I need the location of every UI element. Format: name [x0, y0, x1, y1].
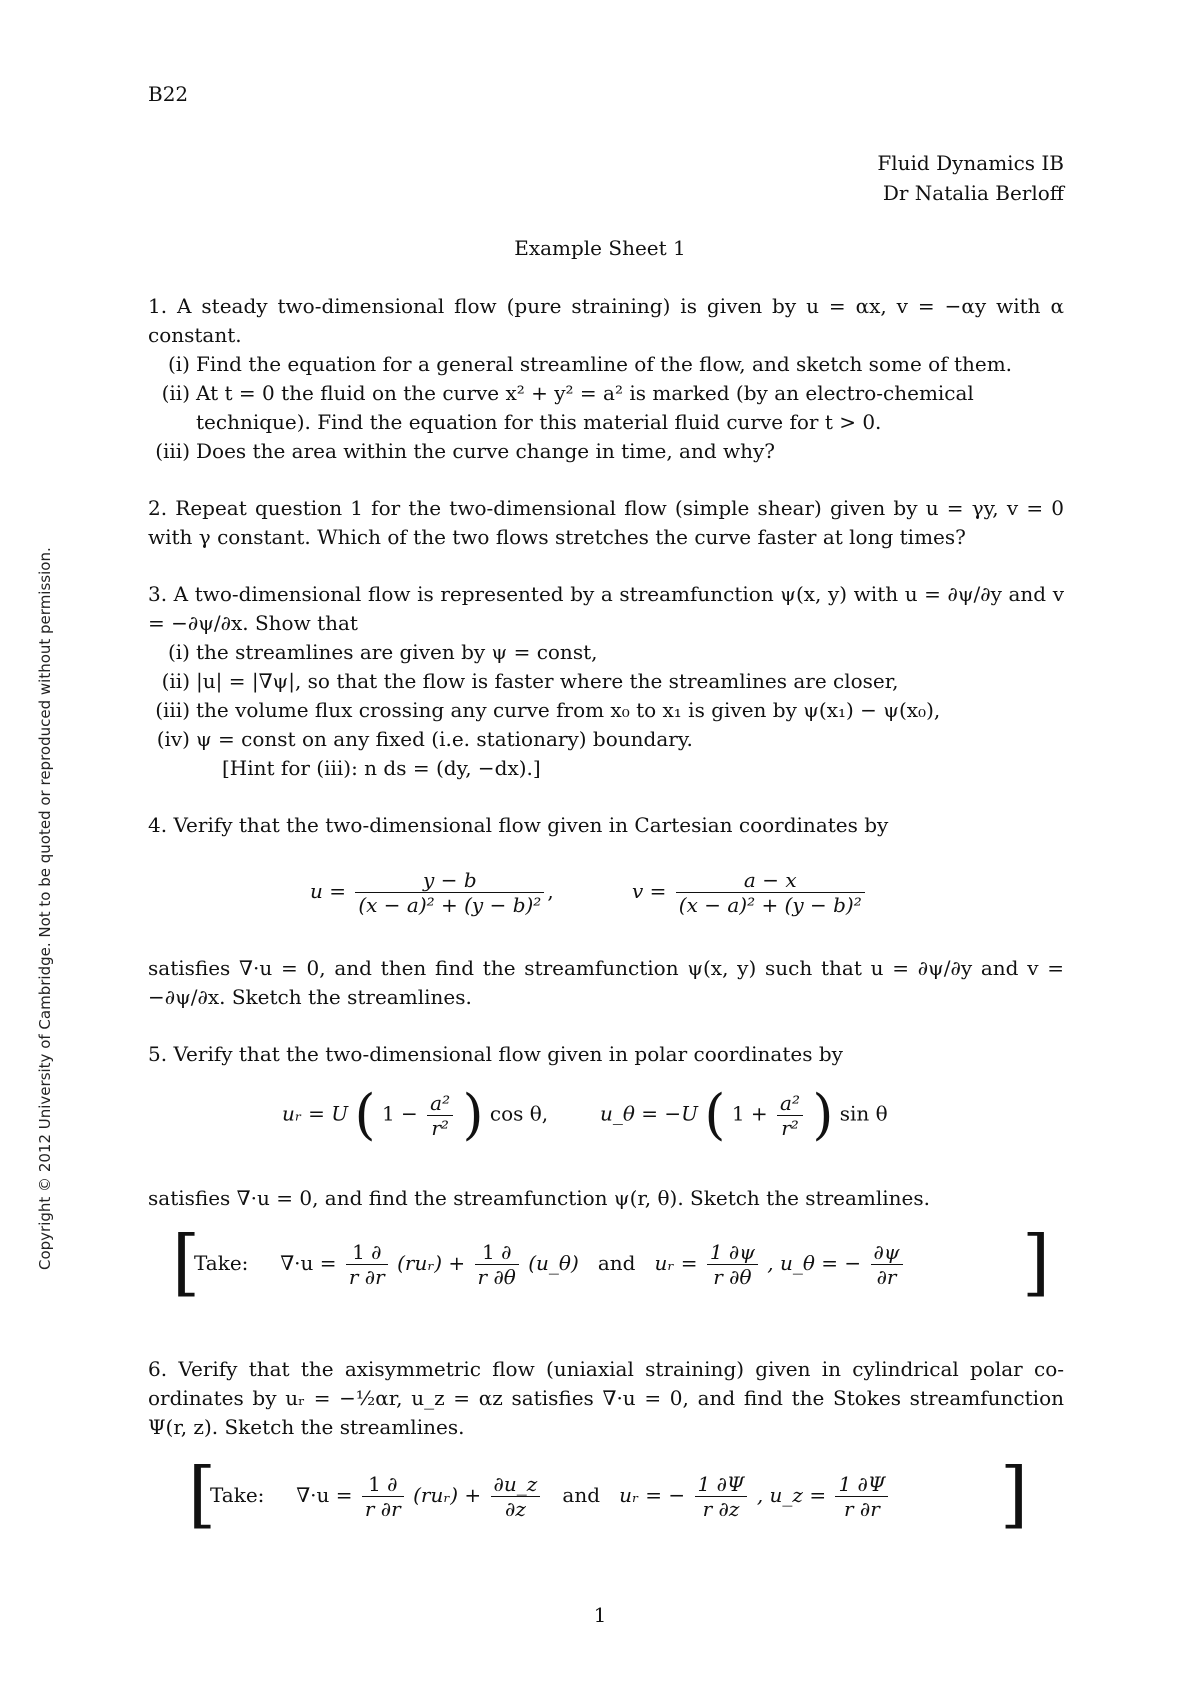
fraction [475, 1240, 519, 1289]
part-label: (iii) [155, 439, 190, 463]
inner-text: 1 + [731, 1101, 768, 1126]
div-lhs: ∇·u = [296, 1483, 353, 1507]
denominator: r ∂θ [707, 1264, 758, 1289]
fraction [346, 1240, 388, 1289]
take-label: Take: [210, 1483, 265, 1507]
denominator: r ∂r [362, 1496, 404, 1521]
term-arg: (u_θ) [528, 1251, 579, 1275]
uz-lhs: , u_z = [756, 1483, 827, 1507]
fraction [777, 1091, 803, 1140]
right-bracket: ] [1022, 1220, 1051, 1304]
denominator: ∂z [491, 1496, 541, 1521]
q5-after: satisfies ∇·u = 0, and find the streamfunction ψ(r, θ). Sketch the streamlines. [148, 1186, 931, 1210]
lecturer-name: Dr Natalia Berloff [882, 181, 1064, 205]
numerator: a² [430, 1090, 451, 1115]
part-label: (i) [167, 640, 190, 664]
part-text: ψ = const on any fixed (i.e. stationary) boundary. [196, 727, 693, 751]
ur-lhs: uᵣ = − [619, 1483, 686, 1507]
numerator: 1 ∂ψ [709, 1240, 755, 1264]
q4-after: satisfies ∇·u = 0, and then find the streamfunction ψ(x, y) such that u = ∂ψ/∂y and v = −∂ψ/∂x. Sketch the streamlines. [148, 956, 1064, 1009]
q4-intro: 4. Verify that the two-dimensional flow given in Cartesian coordinates by [148, 813, 889, 837]
part-text: At t = 0 the fluid on the curve x² + y² = a² is marked (by an electro-chemical technique). Find the equation for this material fluid curve for t > 0. [196, 381, 974, 434]
eq-tail: sin θ [839, 1101, 888, 1126]
take-label: Take: [194, 1251, 249, 1275]
part-text: the streamlines are given by ψ = const, [196, 640, 598, 664]
inner-text: 1 − [381, 1101, 418, 1126]
q4-u-equation: u = $\frac{y - b}{\text{(x − a)² + (y − b)²}}$ , [310, 868, 554, 917]
fraction [427, 1091, 453, 1140]
fraction [362, 1472, 404, 1521]
fraction [871, 1240, 903, 1289]
ut-lhs: , u_θ = − [767, 1251, 862, 1275]
q3-hint: [Hint for (iii): n ds = (dy, −dx).] [222, 756, 541, 780]
q5-intro: 5. Verify that the two-dimensional flow given in polar coordinates by [148, 1042, 843, 1066]
denominator: (x − a)² + (y − b)² [676, 892, 865, 917]
right-paren: ) [462, 1083, 484, 1146]
denominator: r ∂r [835, 1496, 888, 1521]
q6-text: 6. Verify that the axisymmetric flow (uniaxial straining) given in cylindrical polar co-ordinates by uᵣ = −½αr, u_z = αz satisfies ∇·u = 0, and find the Stokes streamfunction Ψ(r, z). Sketch the streamlines. [148, 1357, 1064, 1439]
numerator: a − x [743, 868, 797, 892]
left-bracket: [ [172, 1220, 201, 1304]
eq-lhs: u = [310, 879, 346, 903]
ur-lhs: uᵣ = [654, 1251, 698, 1275]
eq-tail: cos θ, [489, 1101, 549, 1126]
numerator: ∂ψ [873, 1240, 900, 1264]
left-bracket: [ [188, 1452, 217, 1536]
denominator: r² [427, 1115, 453, 1140]
part-label: (iii) [155, 698, 190, 722]
and-word: and [597, 1251, 636, 1275]
eq-lhs: uᵣ = U [282, 1101, 349, 1126]
right-paren: ) [812, 1083, 834, 1146]
course-title: Fluid Dynamics IB [877, 151, 1064, 175]
denominator: ∂r [871, 1264, 903, 1289]
q6-take-formulas [210, 1472, 891, 1521]
part-label: (ii) [161, 381, 190, 405]
part-label: (ii) [161, 669, 190, 693]
and-word: and [562, 1483, 600, 1507]
numerator: 1 ∂ [368, 1472, 398, 1496]
part-text: the volume flux crossing any curve from x₀ to x₁ is given by ψ(x₁) − ψ(x₀), [196, 698, 941, 722]
part-label: (iv) [156, 727, 190, 751]
q1-intro: 1. A steady two-dimensional flow (pure straining) is given by u = αx, v = −αy with α constant. [148, 294, 1064, 347]
fraction [491, 1472, 541, 1521]
fraction [707, 1240, 758, 1289]
numerator: 1 ∂Ψ [697, 1472, 745, 1496]
q4-v-equation [632, 868, 868, 917]
part-text: Find the equation for a general streamline of the flow, and sketch some of them. [196, 352, 1013, 376]
denominator: r ∂θ [475, 1264, 519, 1289]
denominator: r² [777, 1115, 803, 1140]
part-label: (i) [167, 352, 190, 376]
q2-text: 2. Repeat question 1 for the two-dimensional flow (simple shear) given by u = γy, v = 0 with γ constant. Which of the two flows stretches the curve faster at long times? [148, 496, 1064, 549]
course-header [877, 148, 1064, 208]
sheet-title: Example Sheet 1 [514, 236, 686, 260]
numerator: ∂u_z [493, 1472, 538, 1496]
left-paren: ( [354, 1083, 376, 1146]
numerator: 1 ∂ [352, 1240, 382, 1264]
q5-ur-equation [282, 1083, 549, 1146]
term-arg: (ruᵣ) + [397, 1251, 466, 1275]
left-paren: ( [704, 1083, 726, 1146]
denominator: (x − a)² + (y − b)² [355, 892, 544, 917]
q5-utheta-equation [600, 1083, 888, 1146]
term-arg: (ruᵣ) + [413, 1483, 482, 1507]
fraction [355, 868, 544, 917]
denominator: r ∂z [695, 1496, 748, 1521]
eq-lhs: v = [632, 879, 667, 903]
numerator: y − b [423, 868, 477, 892]
eq-lhs: u_θ = −U [600, 1101, 699, 1126]
denominator: r ∂r [346, 1264, 388, 1289]
fraction [676, 868, 865, 917]
q5-take-formulas [194, 1240, 906, 1289]
part-text: |u| = |∇ψ|, so that the flow is faster where the streamlines are closer, [196, 669, 899, 693]
numerator: 1 ∂ [481, 1240, 512, 1264]
numerator: 1 ∂Ψ [838, 1472, 886, 1496]
copyright-notice: Copyright © 2012 University of Cambridge. Not to be quoted or reproduced without permission. [36, 547, 54, 1270]
page-number: 1 [593, 1603, 607, 1627]
part-text: Does the area within the curve change in time, and why? [196, 439, 776, 463]
div-lhs: ∇·u = [280, 1251, 337, 1275]
fraction [835, 1472, 888, 1521]
right-bracket: ] [1000, 1452, 1029, 1536]
sheet-code: B22 [148, 82, 189, 106]
fraction [695, 1472, 748, 1521]
q3-intro: 3. A two-dimensional flow is represented by a streamfunction ψ(x, y) with u = ∂ψ/∂y and v = −∂ψ/∂x. Show that [148, 582, 1064, 635]
numerator: a² [780, 1090, 800, 1115]
